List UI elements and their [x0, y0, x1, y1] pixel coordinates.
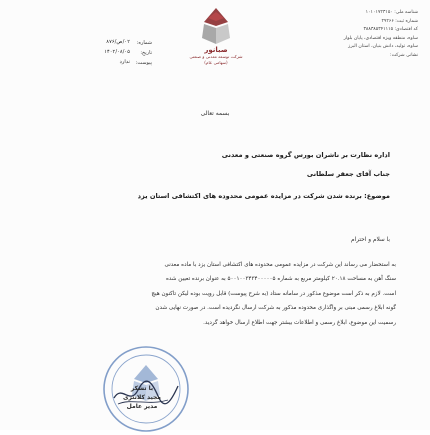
addressee-department: اداره نظارت بر ناشران بورس گروه صنعتی و معدنی	[221, 151, 390, 159]
letter-meta	[62, 40, 152, 70]
logo-caption	[180, 46, 252, 66]
addressee-name: جناب آقای جعفر سلطانی	[306, 170, 390, 178]
body-line: به استحضار می رساند این شرکت در مزایده عمومی محدوده های اکتشافی استان یزد با ماده معدنی	[164, 262, 396, 268]
info-line: ساوه، منطقه ویژه اقتصادی، پایان بلوار	[343, 35, 418, 41]
meta-date	[62, 50, 152, 60]
bismillah: بسمه تعالی	[200, 110, 230, 117]
body-line: گونه ابلاغ رسمی مبنی بر واگذاری محدوده مذکور به شرکت ارسال نگردیده است. در صورت نهایی شدن	[155, 305, 396, 312]
company-subtitle-2: (سهامی عام)	[204, 60, 228, 65]
info-line: شماره ثبت: ۲۹۲۶۶	[381, 18, 418, 24]
number-value: ۰۲/ص/۸۷۶	[106, 39, 130, 45]
letter-body	[34, 258, 396, 330]
date-label: تاریخ:	[140, 50, 152, 56]
number-label: شماره:	[136, 40, 152, 46]
meta-attach	[62, 60, 152, 70]
company-subtitle: شرکت توسعه معدنی و صنعتی	[189, 54, 243, 59]
info-line: کد اقتصادی: ۳۸۸۳۸۵۳۴۱۱۱۵	[363, 27, 418, 33]
signer-title: مدیر عامل	[126, 403, 158, 410]
attach-label: پیوست:	[135, 60, 152, 66]
company-name: صبانور	[204, 46, 228, 54]
subject-line: موضوع: برنده شدن شرکت در مزایده عمومی محدوده های اکتشافی استان یزد	[137, 192, 390, 200]
info-line: نشانی شرکت:	[390, 52, 418, 58]
body-line: است. لازم به ذکر است موضوع مذکور در سامانه ستاد (به شرح پیوست) قابل رویت بوده لیکن تاکنون هیچ	[151, 290, 396, 297]
company-info	[278, 8, 418, 60]
body-line: سنگ آهن به مساحت ۲۰.۱۸ کیلومتر مربع به شماره ۵۰۰۱۰۰۳۴۳۴۰۰۰۰۰۵ به عنوان برنده تعیین شده	[165, 276, 396, 283]
attach-value: ندارد	[119, 59, 130, 65]
info-line: شناسه ملی: ۱۰۱۰۱۷۲۳۱۵۰	[365, 10, 418, 15]
greeting: با سلام و احترام	[351, 237, 390, 243]
signature-block	[112, 384, 172, 411]
info-line: ساوه، تولید، دانش بنیان، استان البرز	[348, 44, 418, 50]
signer-name: مجید کلانتری	[122, 394, 162, 401]
thanks-text: با تشکر	[130, 385, 154, 392]
date-value: ۱۴۰۲/۰۸/۰۵	[104, 49, 130, 55]
body-line: رسمیت این موضوع، ابلاغ رسمی و اطلاعات بیشتر جهت اطلاع ارسال خواهد گردید.	[203, 319, 396, 326]
